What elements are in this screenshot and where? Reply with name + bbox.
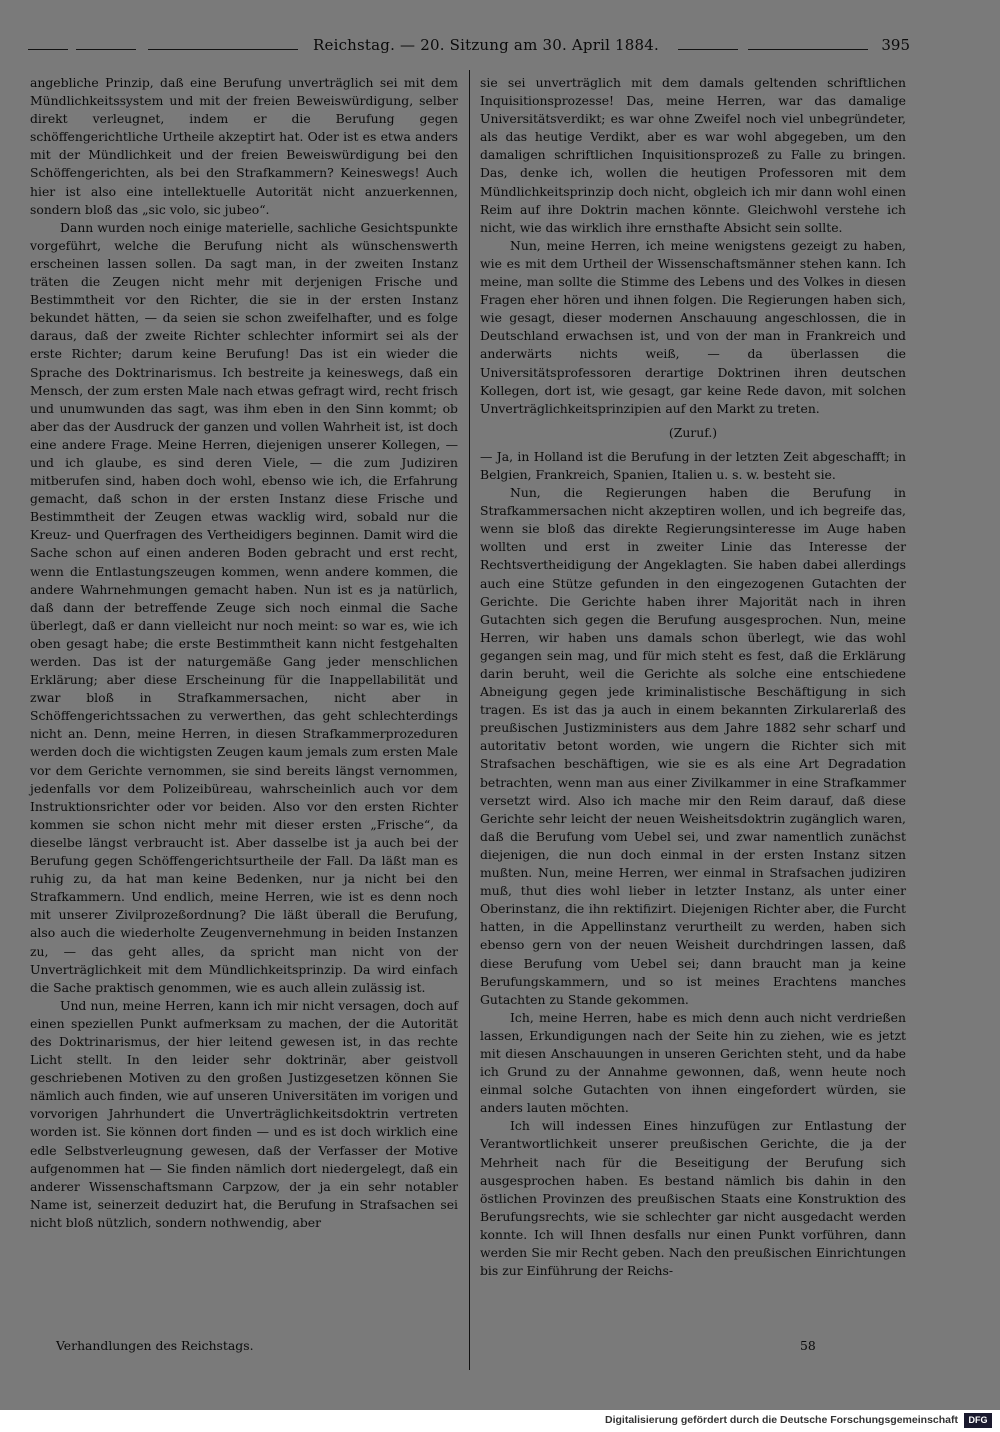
paragraph: Dann wurden noch einige materielle, sachliche Gesichtspunkte vorgeführt, welche die Berufung nicht als wünschenswerth erscheinen lassen sollen. Da sagt man, in der zweiten Instanz träten die Zeugen nicht mehr mit derjenigen Frische und Bestimmtheit vor den Richter, die sie in der ersten Instanz bekundet hätten, — da seien sie schon zweifelhafter, und es folge daraus, daß der zweite Richter schlechter informirt sei als der erste Richter; darum keine Berufung! Das ist ein wieder die Sprache des Doktrinarismus. Ich bestreite ja keineswegs, daß ein Mensch, der zum ersten Male nach etwas gefragt wird, recht frisch und unumwunden das sagt, was ihm eben in den Sinn kommt; ob aber das der Ausdruck der ganzen und vollen Wahrheit ist, ist doch eine andere Frage. Meine Herren, diejenigen unserer Kollegen, — und ich glaube, es sind deren Viele, — die zum Judiziren mitberufen sind, haben doch wohl, ebenso wie ich, die Erfahrung gemacht, daß schon in der ersten Instanz diese Frische und Bestimmtheit der Zeugen etwas wacklig wird, sobald nur die Kreuz- und Querfragen des Vertheidigers beginnen. Damit wird die Sache schon auf einen anderen Boden gebracht und erst recht, wenn die Entlastungszeugen kommen, wenn andere kommen, die andere Wahrnehmungen gemacht haben. Nun ist es ja natürlich, daß dann der betreffende Zeuge sich noch einmal die Sache überlegt, daß er dann vielleicht nur noch meint: so war es, wie ich oben gesagt habe; die erste Bestimmtheit kann nicht festgehalten werden. Das ist der naturgemäße Gang jeder menschlichen Erklärung; aber diese Erscheinung für die Inappellabilität und zwar bloß in Strafkammersachen, nicht aber in Schöffengerichtssachen zu verwerthen, das geht schlechterdings nicht an. Denn, meine Herren, in diesen Strafkammerprozeduren werden doch die wichtigsten Zeugen kaum jemals zum ersten Male vor dem Gerichte vernommen, sie sind bereits längst vernommen, jedenfalls vor dem Polizeibüreau, wahrscheinlich auch vor dem Instruktionsrichter oder vor beiden. Also vor den ersten Richter kommen sie schon nicht mehr mit dieser ersten „Frische“, da dieselbe längst verbraucht ist. Aber dasselbe ist ja auch bei der Berufung gegen Schöffengerichtsurtheile der Fall. Da läßt man es ruhig zu, da hat man keine Bedenken, nur ja nicht bei den Strafkammern. Und endlich, meine Herren, wie ist es denn noch mit unserer Zivilprozeßordnung? Die läßt überall die Berufung, also auch die wiederholte Zeugenvernehmung in beiden Instanzen zu, — das geht alles, da spricht man nicht von der Unverträglichkeit mit dem Mündlichkeitsprinzip. Da wird einfach die Sache praktisch genommen, wie es auch allein zulässig ist.	[30, 219, 458, 995]
column-divider	[469, 70, 470, 1370]
paragraph: Und nun, meine Herren, kann ich mir nicht versagen, doch auf einen speziellen Punkt aufmerksam zu machen, der die Autorität des Doktrinarismus, der hier leitend gewesen ist, in das rechte Licht stellt. In den leider sehr doktrinär, aber geistvoll geschriebenen Motiven zu den großen Justizgesetzen können Sie nämlich auch finden, wie auf unseren Universitäten im vorigen und vorvorigen Jahrhundert die Unverträglichkeitsdoktrin vertreten worden ist. Sie können dort finden — und es ist doch wirklich eine edle Selbstverleugnung gewesen, daß der Verfasser der Motive aufgenommen hat — Sie finden nämlich dort niedergelegt, daß ein anderer Wissenschaftsmann Carpzow, der ja ein sehr notabler Name ist, seinerzeit deduzirt hat, die Berufung in Strafsachen sei nicht bloß nützlich, sondern nothwendig, aber	[30, 997, 458, 1230]
paragraph: Ich, meine Herren, habe es mich denn auch nicht verdrießen lassen, Erkundigungen nach der Seite hin zu ziehen, wie es jetzt mit diesen Anschauungen in unseren Gerichten steht, und da habe ich Grund zu der Annahme gewonnen, daß, wenn heute noch einmal solche Gutachten von ihnen eingefordert würden, sie anders lauten möchten.	[480, 1009, 906, 1116]
left-column	[30, 74, 458, 1354]
paragraph: (Zuruf.)	[668, 424, 718, 440]
credit-bar	[0, 1410, 1000, 1432]
header-title: Reichstag. — 20. Sitzung am 30. April 1884.	[313, 36, 659, 54]
footer-publication: Verhandlungen des Reichstags.	[56, 1338, 254, 1353]
footer-signature: 58	[800, 1338, 816, 1353]
dfg-logo: DFG	[964, 1413, 992, 1428]
credit-text: Digitalisierung gefördert durch die Deutsche Forschungsgemeinschaft	[605, 1414, 958, 1426]
header-rule	[28, 49, 68, 50]
paragraph: Nun, meine Herren, ich meine wenigstens gezeigt zu haben, wie es mit dem Urtheil der Wissenschaftsmänner stehen kann. Ich meine, man sollte die Stimme des Lebens und des Volkes in diesen Fragen eher hören und ihnen folgen. Die Regierungen haben sich, wie gesagt, dieser modernen Anschauung angeschlossen, die in Deutschland erwachsen ist, und von der man in Frankreich und anderwärts nichts weiß, — da überlassen die Universitätsprofessoren derartige Doktrinen ihren deutschen Kollegen, dort ist, wie gesagt, gar keine Rede davon, mit solchen Unverträglichkeitsprinzipien auf den Markt zu treten.	[480, 237, 906, 416]
header-rule	[748, 49, 868, 50]
page-header	[28, 36, 908, 58]
header-rule	[148, 49, 298, 50]
paragraph: sie sei unverträglich mit dem damals geltenden schriftlichen Inquisitionsprozesse! Das, meine Herren, war das damalige Universitätsverdikt; es war ohne Zweifel noch viel unbegründeter, als das heutige Verdikt, aber es war wohl abgegeben, um den damaligen schriftlichen Inquisitionsprozeß zu Falle zu bringen. Das, denke ich, wollen die heutigen Professoren mit dem Mündlichkeitsprinzip doch nicht, obgleich ich mir dann wohl einen Reim auf ihre Doktrin machen könnte. Gleichwohl verstehe ich nicht, wie das wirklich ihre ernsthafte Absicht sein sollte.	[480, 75, 906, 235]
header-rule	[678, 49, 738, 50]
header-rule	[76, 49, 136, 50]
paragraph: angebliche Prinzip, daß eine Berufung unverträglich sei mit dem Mündlichkeitssystem und mit der freien Beweiswürdigung, selber direkt verleugnet, indem er die Berufung gegen schöffengerichtliche Urtheile akzeptirt hat. Oder ist es etwa anders mit der Mündlichkeit und der freien Beweiswürdigung bei den Schöffengerichten, als bei den Strafkammern? Keineswegs! Auch hier ist also eine intellektuelle Autorität nicht anzuerkennen, sondern bloß das „sic volo, sic jubeo“.	[30, 75, 458, 217]
paragraph: — Ja, in Holland ist die Berufung in der letzten Zeit abgeschafft; in Belgien, Frankreich, Spanien, Italien u. s. w. besteht sie.	[480, 448, 906, 482]
paragraph: Nun, die Regierungen haben die Berufung in Strafkammersachen nicht akzeptiren wollen, und ich begreife das, wenn sie bloß das direkte Regierungsinteresse im Auge haben wollten und erst in zweiter Linie das Interesse der Rechtsvertheidigung der Angeklagten. Sie haben dabei allerdings auch eine Stütze gefunden in den eingezogenen Gutachten der Gerichte. Die Gerichte haben ihrer Majorität nach in ihren Gutachten sich gegen die Berufung ausgesprochen. Nun, meine Herren, wir haben uns damals schon überlegt, wie das wohl gegangen sein mag, und für mich steht es fest, daß die Erklärung darin beruht, weil die Gerichte als solche eine entschiedene Abneigung gegen jede kriminalistische Beschäftigung in sich tragen. Es ist das ja auch in einem bekannten Zirkularerlaß des preußischen Justizministers aus dem Jahre 1882 sehr scharf und autoritativ betont worden, wie ungern die Richter sich mit Strafsachen beschäftigen, wie sie es als eine Art Degradation betrachten, wenn man aus einer Zivilkammer in eine Strafkammer versetzt wird. Also ich mache mir den Reim darauf, daß diese Gerichte sehr leicht der neuen Weisheitsdoktrin zugänglich waren, daß die Berufung vom Uebel sei, und zwar namentlich zunächst diejenigen, die nun doch einmal in der ersten Instanz sitzen mußten. Nun, meine Herren, wer einmal in Strafsachen judiziren muß, thut dies wohl lieber in letzter Instanz, als unter einer Oberinstanz, die ihn rektifizirt. Diejenigen Richter aber, die Furcht hatten, in die Appellinstanz verurtheilt zu werden, haben sich ebenso gern von der neuen Weisheit durchdringen lassen, daß diese Berufung vom Uebel sei; dann braucht man ja keine Berufungskammern, und so ist meines Erachtens manches Gutachten zu Stande gekommen.	[480, 485, 906, 1007]
right-column	[480, 74, 906, 1354]
page-number: 395	[881, 36, 910, 54]
paragraph: Ich will indessen Eines hinzufügen zur Entlastung der Verantwortlichkeit unserer preußischen Gerichte, die ja der Mehrheit nach für die Beseitigung der Berufung sich ausgesprochen haben. Es bestand nämlich bis dahin in den östlichen Provinzen des preußischen Staats eine Konstruktion des Berufungsrechts, wie sie schlechter gar nicht ausgedacht werden konnte. Ich will Ihnen desfalls nur einen Punkt vorführen, dann werden Sie mir Recht geben. Nach den preußischen Einrichtungen bis zur Einführung der Reichs-	[480, 1118, 906, 1279]
